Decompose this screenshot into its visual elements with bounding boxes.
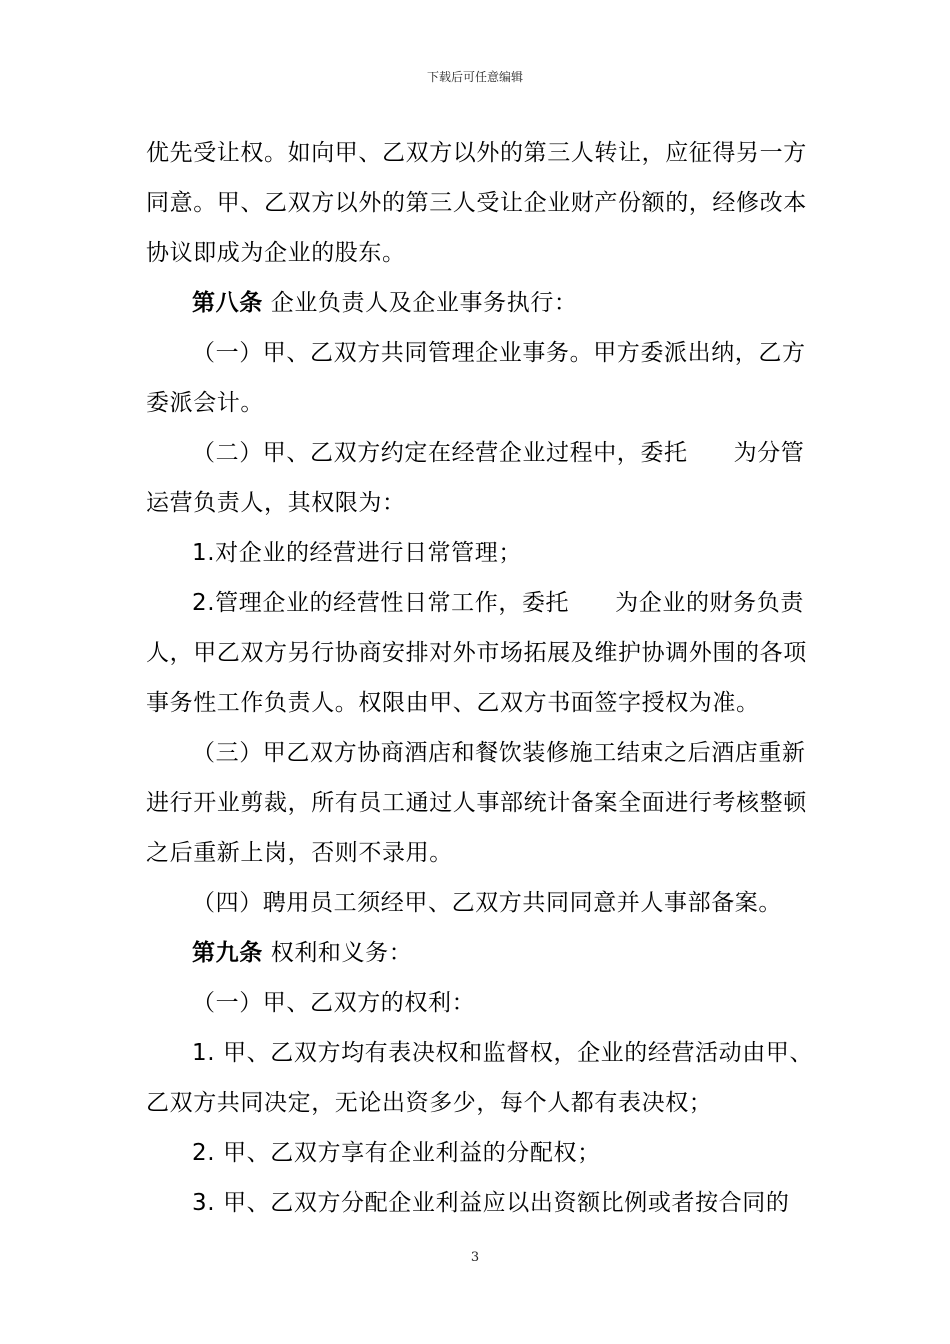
paragraph-part: 为分管运营负责人，其权限为： (146, 440, 805, 516)
paragraph (146, 428, 814, 528)
paragraph: （三）甲乙双方协商酒店和餐饮装修施工结束之后酒店重新进行开业剪裁，所有员工通过人事部统计备案全面进行考核整顿之后重新上岗，否则不录用。 (146, 740, 807, 866)
list-text: 甲、乙双方享有企业利益的分配权； (223, 1140, 601, 1166)
list-text: 甲、乙双方分配企业利益应以出资额比例或者按合同的 (223, 1190, 790, 1216)
paragraph: （一）甲、乙双方共同管理企业事务。甲方委派出纳，乙方委派会计。 (146, 340, 806, 416)
list-text: 甲、乙双方均有表决权和监督权，企业的经营活动由甲、乙双方共同决定，无论出资多少，每个人都有表决权； (146, 1040, 814, 1116)
list-number: 1. (192, 540, 216, 566)
article-8-heading (146, 278, 814, 328)
page-header: 下载后可任意编辑 (426, 70, 523, 84)
article-9-title: 第九条 (192, 939, 263, 966)
list-item (146, 578, 814, 728)
list-number: 2. (192, 590, 216, 616)
list-text: 对企业的经营进行日常管理； (215, 540, 522, 566)
paragraph: 优先受让权。如向甲、乙双方以外的第三人转让，应征得另一方同意。甲、乙双方以外的第三人受让企业财产份额的，经修改本协议即成为企业的股东。 (146, 140, 807, 266)
document-body (146, 128, 814, 1228)
list-number: 2. (192, 1140, 216, 1166)
list-item (146, 1178, 814, 1228)
list-item (146, 1128, 814, 1178)
list-number: 1. (192, 1040, 216, 1066)
article-8-text: 企业负责人及企业事务执行： (270, 290, 578, 316)
list-text: 管理企业的经营性日常工作，委托 (215, 590, 570, 616)
paragraph-part: （二）甲、乙双方约定在经营企业过程中，委托 (192, 440, 688, 466)
list-item (146, 528, 814, 578)
article-9-heading (146, 928, 814, 978)
page-number: 3 (470, 1250, 480, 1265)
article-8-title: 第八条 (192, 289, 263, 316)
list-text: 为企业的财务负责人，甲乙双方另行协商安排对外市场拓展及维护协调外围的各项事务性工作负责人。权限由甲、乙双方书面签字授权为准。 (146, 590, 807, 716)
paragraph: （四）聘用员工须经甲、乙双方共同同意并人事部备案。 (192, 890, 782, 916)
paragraph: （一）甲、乙双方的权利： (192, 990, 476, 1016)
list-item (146, 1028, 814, 1128)
list-number: 3. (192, 1190, 216, 1216)
article-9-text: 权利和义务： (270, 940, 413, 966)
